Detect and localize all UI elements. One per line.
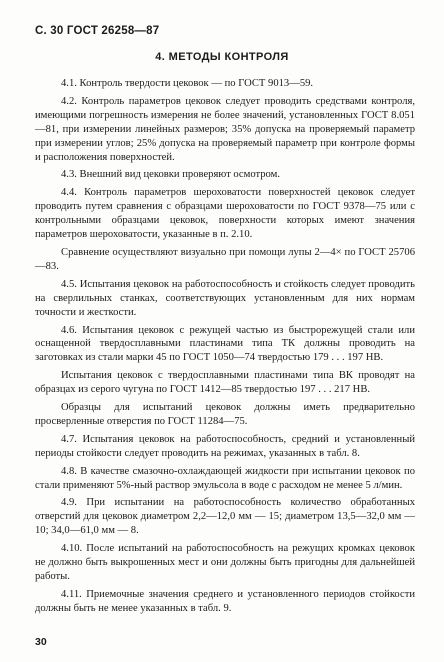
paragraph-4-2: 4.2. Контроль параметров цековок следует проводить средствами контроля, имеющими погрешность измерения не более значений, установленных ГОСТ 8.051—81, при измерении линейных размеров; 35% допуска на проверяемый параметр при измерении углов; 25% допуска на проверяемый параметр при контроле формы и расположения поверхностей. bbox=[35, 95, 415, 163]
paragraph-4-11: 4.11. Приемочные значения среднего и установленного периодов стойкости должны быть не менее указанных в табл. 9. bbox=[35, 588, 415, 614]
paragraph-4-8: 4.8. В качестве смазочно-охлаждающей жидкости при испытании цековок по стали применяют 5%-ный раствор эмульсола в воде с расходом не менее 5 л/мин. bbox=[35, 465, 415, 491]
paragraph-4-10: 4.10. После испытаний на работоспособность на режущих кромках цековок не должно быть выкрошенных мест и они должны быть пригодны для дальнейшей работы. bbox=[35, 543, 415, 582]
paragraph-4-4-comparison: Сравнение осуществляют визуально при помощи лупы 2—4× по ГОСТ 25706—83. bbox=[35, 246, 415, 272]
paragraph-4-6-samples: Образцы для испытаний цековок должны иметь предварительно просверленные отверстия по ГОСТ 11284—75. bbox=[35, 402, 415, 427]
paragraph-4-6-cast-iron: Испытания цековок с твердосплавными пластинами типа ВК проводят на образцах из серого чугуна по ГОСТ 1412—85 твердостью 197 . . . 217 НВ. bbox=[35, 370, 415, 396]
paragraph-4-4: 4.4. Контроль параметров шероховатости поверхностей цековок следует проводить путем сравнения с образцами шероховатости по ГОСТ 9378—75 или с контрольными образцами цековок, поверхности которых имеют значения параметров шероховатости, указанные в п. 2.10. bbox=[35, 187, 415, 241]
paragraph-4-1: 4.1. Контроль твердости цековок — по ГОСТ 9013—59. bbox=[61, 78, 314, 89]
paragraph-4-7: 4.7. Испытания цековок на работоспособность, средний и установленный периоды стойкости следует проводить на режимах, указанных в табл. 8. bbox=[35, 433, 415, 459]
paragraph-4-3: 4.3. Внешний вид цековки проверяют осмотром. bbox=[61, 169, 280, 181]
section-body bbox=[35, 77, 415, 620]
paragraph-4-6: 4.6. Испытания цековок с режущей частью из быстрорежущей стали или оснащенной твердосплавными пластинами типа ТК должны проводить на заготовках из стали марки 45 по ГОСТ 1050—74 твердостью 179 . . . 197 НВ. bbox=[35, 324, 415, 364]
page-number: 30 bbox=[35, 636, 47, 648]
paragraph-4-5: 4.5. Испытания цековок на работоспособность и стойкость следует проводить на сверлильных станках, соответствующих установленным для них нормам точности и жесткости. bbox=[35, 278, 415, 318]
page-header: С. 30 ГОСТ 26258—87 bbox=[35, 25, 160, 37]
paragraph-4-9: 4.9. При испытании на работоспособность количество обработанных отверстий для цековок диаметром 2,2—12,0 мм — 15; диаметром 13,5—32,0 мм — 10; 34,0—61,0 мм — 8. bbox=[35, 497, 415, 537]
section-title: 4. МЕТОДЫ КОНТРОЛЯ bbox=[155, 51, 289, 63]
